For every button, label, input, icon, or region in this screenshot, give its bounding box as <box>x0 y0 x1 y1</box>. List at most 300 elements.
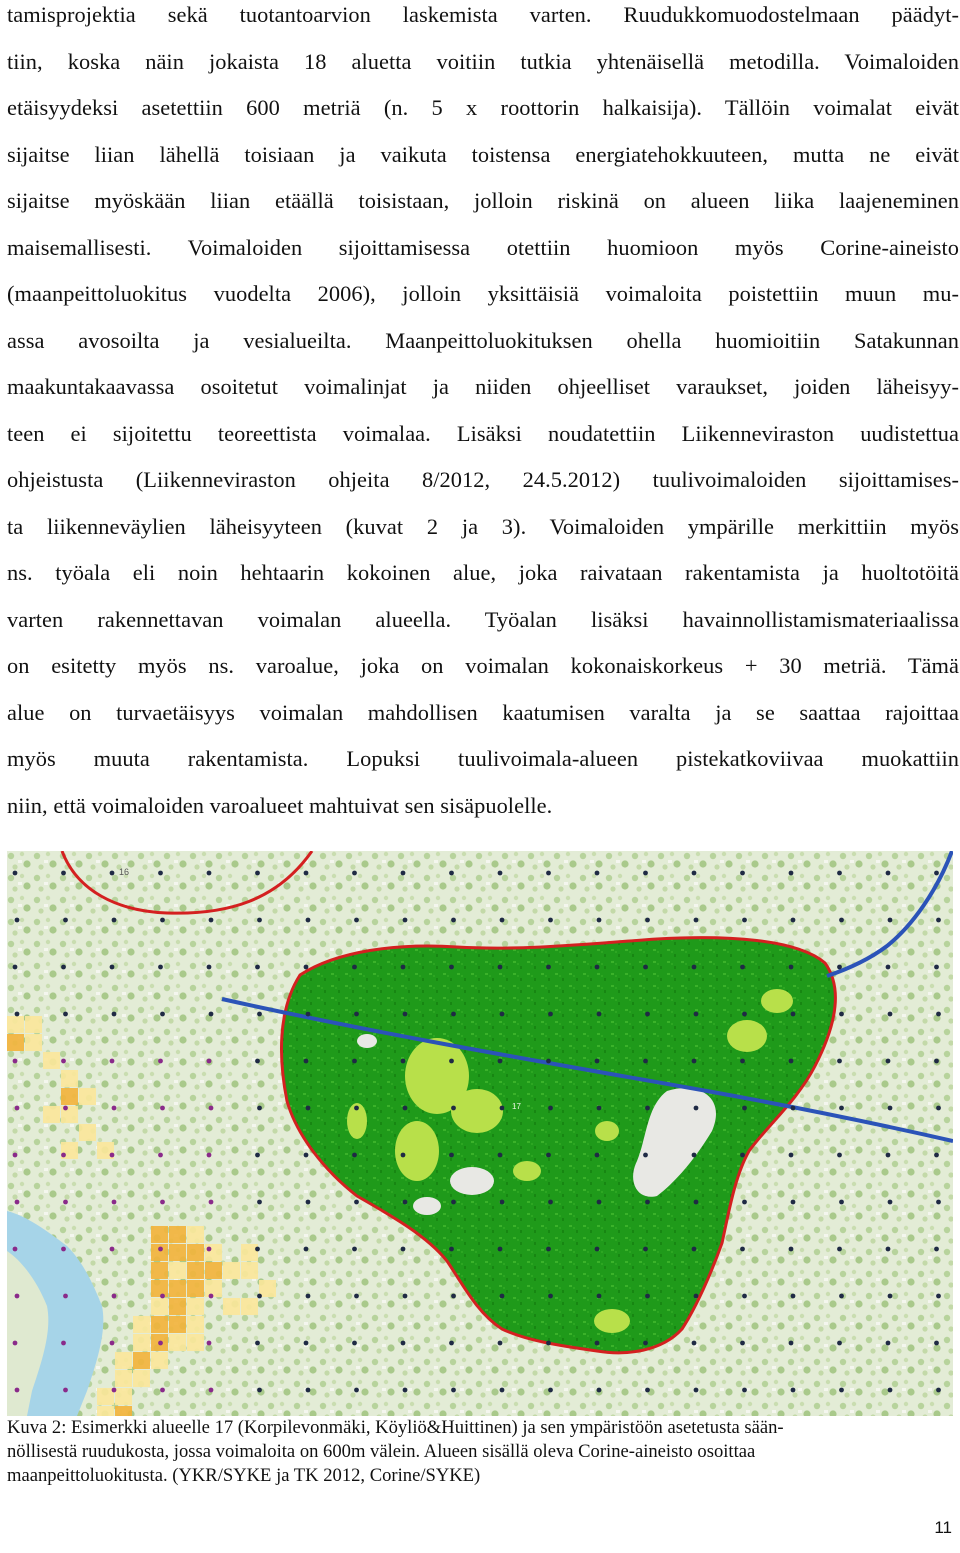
turbine-point <box>934 1153 939 1158</box>
grid-square <box>97 1406 114 1416</box>
turbine-point <box>498 1341 503 1346</box>
turbine-point <box>13 1059 18 1064</box>
turbine-point <box>936 1106 941 1111</box>
turbine-point <box>740 871 745 876</box>
turbine-point <box>597 1294 602 1299</box>
turbine-point <box>500 1388 505 1393</box>
grid-square <box>151 1226 168 1243</box>
turbine-point <box>548 1106 553 1111</box>
turbine-point <box>13 965 18 970</box>
grid-square <box>151 1352 168 1369</box>
turbine-point <box>451 1294 456 1299</box>
turbine-point <box>61 965 66 970</box>
turbine-point <box>61 1059 66 1064</box>
turbine-point <box>837 965 842 970</box>
turbine-point <box>63 1388 68 1393</box>
turbine-point <box>207 1153 212 1158</box>
turbine-point <box>352 1341 357 1346</box>
turbine-point <box>498 1059 503 1064</box>
turbine-point <box>110 1153 115 1158</box>
turbine-point <box>888 1200 893 1205</box>
turbine-point <box>112 918 117 923</box>
figure-caption <box>7 1416 957 1488</box>
turbine-point <box>936 1012 941 1017</box>
turbine-point <box>63 1294 68 1299</box>
turbine-point <box>692 1059 697 1064</box>
area-label-16: 16 <box>119 867 130 877</box>
turbine-point <box>306 1388 311 1393</box>
turbine-point <box>403 1106 408 1111</box>
turbine-point <box>643 1153 648 1158</box>
grid-square <box>115 1352 132 1369</box>
turbine-point <box>694 1012 699 1017</box>
turbine-point <box>791 1294 796 1299</box>
body-line: maisemallisesti. Voimaloiden sijoittamisessa otettiin huomioon myös Corine-aineisto <box>7 234 959 260</box>
turbine-point <box>886 871 891 876</box>
body-line: niin, että voimaloiden varoalueet mahtuivat sen sisäpuolelle. <box>7 792 553 818</box>
grid-square <box>169 1316 186 1333</box>
turbine-point <box>209 1200 214 1205</box>
turbine-point <box>304 871 309 876</box>
turbine-point <box>595 1059 600 1064</box>
grid-square <box>205 1262 222 1279</box>
turbine-point <box>207 1341 212 1346</box>
turbine-point <box>740 1247 745 1252</box>
turbine-point <box>886 1153 891 1158</box>
grid-square <box>43 1106 60 1123</box>
body-line: tamisprojektia sekä tuotantoarvion laskemista varten. Ruudukkomuodostelmaan päädyt- <box>7 2 959 27</box>
turbine-point <box>692 1341 697 1346</box>
turbine-point <box>597 1200 602 1205</box>
turbine-point <box>791 1012 796 1017</box>
turbine-point <box>742 1106 747 1111</box>
grid-square <box>169 1280 186 1297</box>
turbine-point <box>352 965 357 970</box>
grid-square <box>187 1316 204 1333</box>
turbine-point <box>595 965 600 970</box>
turbine-point <box>643 871 648 876</box>
turbine-point <box>694 1294 699 1299</box>
grid-square <box>151 1280 168 1297</box>
turbine-point <box>789 1341 794 1346</box>
turbine-point <box>110 871 115 876</box>
turbine-point <box>742 918 747 923</box>
turbine-point <box>694 918 699 923</box>
turbine-point <box>255 965 260 970</box>
turbine-point <box>15 1200 20 1205</box>
turbine-point <box>304 1247 309 1252</box>
turbine-point <box>498 871 503 876</box>
turbine-point <box>742 1200 747 1205</box>
grid-square <box>241 1298 258 1315</box>
turbine-point <box>645 918 650 923</box>
turbine-point <box>740 1059 745 1064</box>
turbine-point <box>63 1012 68 1017</box>
turbine-point <box>451 1200 456 1205</box>
turbine-point <box>548 1294 553 1299</box>
turbine-point <box>692 1153 697 1158</box>
grid-square <box>79 1124 96 1141</box>
turbine-point <box>112 1012 117 1017</box>
turbine-point <box>207 1059 212 1064</box>
grid-square <box>187 1244 204 1261</box>
turbine-point <box>160 1200 165 1205</box>
turbine-point <box>839 1012 844 1017</box>
body-line: ns. työala eli noin hehtaarin kokoinen alue, joka raivataan rakentamista ja huoltotöitä <box>7 560 959 585</box>
turbine-point <box>352 1059 357 1064</box>
turbine-point <box>837 1153 842 1158</box>
body-line: (maanpeittoluokitus vuodelta 2006), jolloin yksittäisiä voimaloita poistettiin muun mu- <box>7 281 959 306</box>
turbine-point <box>934 965 939 970</box>
turbine-point <box>789 1059 794 1064</box>
turbine-point <box>112 1200 117 1205</box>
grid-square <box>25 1016 42 1033</box>
grid-square <box>205 1280 222 1297</box>
turbine-point <box>886 1341 891 1346</box>
turbine-point <box>112 1294 117 1299</box>
turbine-point <box>645 1200 650 1205</box>
turbine-point <box>449 965 454 970</box>
grid-square <box>151 1298 168 1315</box>
turbine-point <box>886 1247 891 1252</box>
turbine-point <box>352 1247 357 1252</box>
turbine-point <box>645 1388 650 1393</box>
grid-square <box>61 1088 78 1105</box>
turbine-point <box>158 1341 163 1346</box>
turbine-point <box>449 1341 454 1346</box>
turbine-point <box>403 1012 408 1017</box>
grid-square <box>133 1334 150 1351</box>
turbine-point <box>255 1247 260 1252</box>
turbine-point <box>15 1106 20 1111</box>
turbine-point <box>837 871 842 876</box>
turbine-point <box>306 1294 311 1299</box>
turbine-point <box>692 871 697 876</box>
grid-square <box>187 1226 204 1243</box>
turbine-point <box>451 1106 456 1111</box>
turbine-point <box>257 1200 262 1205</box>
turbine-point <box>13 1341 18 1346</box>
turbine-point <box>839 1106 844 1111</box>
turbine-point <box>740 1153 745 1158</box>
grid-square <box>259 1280 276 1297</box>
grid-square <box>187 1334 204 1351</box>
turbine-point <box>158 965 163 970</box>
turbine-point <box>352 871 357 876</box>
grid-square <box>151 1262 168 1279</box>
turbine-point <box>595 871 600 876</box>
turbine-point <box>15 918 20 923</box>
turbine-point <box>740 965 745 970</box>
grid-square <box>43 1052 60 1069</box>
turbine-point <box>692 965 697 970</box>
turbine-point <box>500 1106 505 1111</box>
turbine-point <box>401 1059 406 1064</box>
turbine-point <box>13 871 18 876</box>
turbine-point <box>304 1153 309 1158</box>
turbine-point <box>791 1106 796 1111</box>
turbine-point <box>352 1153 357 1158</box>
turbine-point <box>158 1059 163 1064</box>
turbine-point <box>209 1106 214 1111</box>
page-number: 11 <box>934 1518 952 1537</box>
grid-square <box>169 1262 186 1279</box>
turbine-point <box>209 1294 214 1299</box>
turbine-point <box>449 1153 454 1158</box>
body-line: assa avosoilta ja vesialueilta. Maanpeittoluokituksen ohella huomioitiin Satakunnan <box>7 327 959 353</box>
turbine-point <box>936 1200 941 1205</box>
turbine-point <box>160 1294 165 1299</box>
turbine-point <box>694 1106 699 1111</box>
turbine-point <box>888 1106 893 1111</box>
turbine-point <box>740 1341 745 1346</box>
turbine-point <box>158 1247 163 1252</box>
turbine-point <box>354 918 359 923</box>
turbine-point <box>789 1153 794 1158</box>
turbine-point <box>354 1012 359 1017</box>
turbine-point <box>886 1059 891 1064</box>
turbine-point <box>306 1200 311 1205</box>
turbine-point <box>451 1012 456 1017</box>
turbine-point <box>694 1200 699 1205</box>
turbine-point <box>791 1200 796 1205</box>
body-line: varten rakennettavan voimalan alueella. Työalan lisäksi havainnollistamismateriaalissa <box>7 606 959 632</box>
turbine-point <box>789 965 794 970</box>
turbine-point <box>742 1388 747 1393</box>
turbine-point <box>255 1341 260 1346</box>
caption-line: nöllisestä ruudukosta, jossa voimaloita on 600m välein. Alueen sisällä oleva Corine-aineisto osoittaa <box>7 1441 756 1462</box>
body-line: etäisyydeksi asetettiin 600 metriä (n. 5 x roottorin halkaisija). Tällöin voimalat eivät <box>7 95 959 120</box>
grid-square <box>151 1316 168 1333</box>
grid-square <box>7 1016 24 1033</box>
body-line: teen ei sijoitettu teoreettista voimalaa. Lisäksi noudatettiin Liikenneviraston uudistettua <box>7 420 959 446</box>
turbine-point <box>401 1153 406 1158</box>
turbine-point <box>595 1341 600 1346</box>
body-line: tiin, koska näin jokaista 18 aluetta voitiin tutkia yhtenäisellä metodilla. Voimaloiden <box>7 48 959 74</box>
grid-square <box>115 1370 132 1387</box>
turbine-point <box>158 1153 163 1158</box>
turbine-point <box>306 1106 311 1111</box>
grid-square <box>205 1244 222 1261</box>
turbine-point <box>110 1341 115 1346</box>
turbine-point <box>306 1012 311 1017</box>
turbine-point <box>15 1012 20 1017</box>
turbine-point <box>742 1012 747 1017</box>
turbine-point <box>158 871 163 876</box>
grid-square <box>115 1406 132 1416</box>
turbine-point <box>936 1294 941 1299</box>
turbine-point <box>548 1388 553 1393</box>
turbine-point <box>934 1341 939 1346</box>
turbine-point <box>160 1388 165 1393</box>
grid-square <box>133 1316 150 1333</box>
turbine-point <box>401 1341 406 1346</box>
turbine-point <box>257 1012 262 1017</box>
grid-square <box>169 1298 186 1315</box>
turbine-point <box>500 1200 505 1205</box>
turbine-point <box>500 918 505 923</box>
turbine-point <box>595 1247 600 1252</box>
turbine-point <box>789 1247 794 1252</box>
turbine-point <box>255 871 260 876</box>
turbine-point <box>61 1153 66 1158</box>
body-line: myös muuta rakentamista. Lopuksi tuulivoimala-alueen pistekatkoviivaa muokattiin <box>7 746 959 771</box>
turbine-point <box>257 918 262 923</box>
body-line: maakuntakaavassa osoitetut voimalinjat ja niiden ohjeelliset varaukset, joiden läheisyy- <box>7 374 959 399</box>
grid-square <box>133 1352 150 1369</box>
turbine-point <box>304 1341 309 1346</box>
turbine-point <box>304 1059 309 1064</box>
turbine-point <box>643 965 648 970</box>
turbine-point <box>61 871 66 876</box>
turbine-point <box>694 1388 699 1393</box>
turbine-point <box>498 1153 503 1158</box>
turbine-point <box>934 1247 939 1252</box>
body-line: ohjeistusta (Liikenneviraston ohjeita 8/2012, 24.5.2012) tuulivoimaloiden sijoittamises- <box>7 467 959 492</box>
turbine-point <box>257 1106 262 1111</box>
turbine-point <box>61 1247 66 1252</box>
body-text <box>7 0 959 829</box>
grid-square <box>187 1298 204 1315</box>
grid-square <box>61 1070 78 1087</box>
turbine-point <box>451 1388 456 1393</box>
turbine-point <box>597 1106 602 1111</box>
turbine-point <box>13 1247 18 1252</box>
turbine-point <box>643 1059 648 1064</box>
turbine-point <box>403 1388 408 1393</box>
turbine-point <box>643 1247 648 1252</box>
turbine-point <box>643 1341 648 1346</box>
turbine-point <box>597 1388 602 1393</box>
grid-square <box>133 1370 150 1387</box>
turbine-point <box>498 965 503 970</box>
turbine-point <box>110 1059 115 1064</box>
turbine-point <box>839 1388 844 1393</box>
turbine-point <box>936 1388 941 1393</box>
turbine-point <box>934 871 939 876</box>
turbine-point <box>595 1153 600 1158</box>
turbine-point <box>839 918 844 923</box>
grid-square <box>241 1244 258 1261</box>
turbine-point <box>692 1247 697 1252</box>
turbine-point <box>546 1341 551 1346</box>
turbine-point <box>209 1012 214 1017</box>
grid-square <box>169 1244 186 1261</box>
turbine-point <box>401 1247 406 1252</box>
turbine-point <box>936 918 941 923</box>
grid-square <box>115 1388 132 1405</box>
turbine-point <box>112 1388 117 1393</box>
turbine-point <box>498 1247 503 1252</box>
turbine-point <box>61 1341 66 1346</box>
grid-square <box>25 1034 42 1051</box>
turbine-point <box>500 1294 505 1299</box>
turbine-point <box>15 1388 20 1393</box>
turbine-point <box>255 1059 260 1064</box>
body-line: sijaitse myöskään liian etäällä toisistaan, jolloin riskinä on alueen liika laajeneminen <box>7 188 959 213</box>
turbine-point <box>546 1059 551 1064</box>
turbine-point <box>886 965 891 970</box>
turbine-point <box>645 1106 650 1111</box>
turbine-point <box>548 1200 553 1205</box>
turbine-point <box>354 1388 359 1393</box>
turbine-point <box>645 1012 650 1017</box>
turbine-point <box>548 1012 553 1017</box>
grid-square <box>169 1226 186 1243</box>
turbine-point <box>839 1200 844 1205</box>
turbine-point <box>888 918 893 923</box>
turbine-point <box>934 1059 939 1064</box>
map-image <box>7 851 953 1416</box>
grid-square <box>241 1262 258 1279</box>
grid-square <box>169 1334 186 1351</box>
turbine-point <box>742 1294 747 1299</box>
turbine-point <box>403 1200 408 1205</box>
turbine-point <box>888 1012 893 1017</box>
body-line: alue on turvaetäisyys voimalan mahdollisen kaatumisen varalta ja se saattaa rajoittaa <box>7 699 959 725</box>
turbine-point <box>403 1294 408 1299</box>
turbine-point <box>255 1153 260 1158</box>
turbine-point <box>500 1012 505 1017</box>
turbine-point <box>354 1294 359 1299</box>
turbine-point <box>645 1294 650 1299</box>
turbine-point <box>160 1106 165 1111</box>
turbine-point <box>257 1294 262 1299</box>
turbine-point <box>546 1247 551 1252</box>
turbine-point <box>837 1059 842 1064</box>
turbine-point <box>63 1200 68 1205</box>
turbine-point <box>449 1059 454 1064</box>
grid-square <box>187 1262 204 1279</box>
turbine-point <box>110 1247 115 1252</box>
turbine-point <box>546 871 551 876</box>
turbine-point <box>791 918 796 923</box>
turbine-point <box>789 871 794 876</box>
turbine-point <box>449 1247 454 1252</box>
grid-square <box>223 1262 240 1279</box>
turbine-point <box>207 871 212 876</box>
turbine-point <box>207 965 212 970</box>
turbine-point <box>354 1200 359 1205</box>
turbine-point <box>63 1106 68 1111</box>
map-figure <box>7 851 953 1416</box>
turbine-point <box>791 1388 796 1393</box>
turbine-point <box>15 1294 20 1299</box>
turbine-point <box>839 1294 844 1299</box>
turbine-point <box>837 1341 842 1346</box>
grid-square <box>151 1244 168 1261</box>
turbine-point <box>597 1012 602 1017</box>
turbine-point <box>548 918 553 923</box>
turbine-point <box>160 1012 165 1017</box>
turbine-point <box>597 918 602 923</box>
turbine-point <box>209 918 214 923</box>
turbine-point <box>63 918 68 923</box>
body-line: ta liikenneväylien läheisyyteen (kuvat 2 ja 3). Voimaloiden ympärille merkittiin myös <box>7 513 959 539</box>
turbine-point <box>837 1247 842 1252</box>
turbine-point <box>112 1106 117 1111</box>
turbine-point <box>257 1388 262 1393</box>
turbine-point <box>401 871 406 876</box>
turbine-point <box>888 1388 893 1393</box>
turbine-point <box>449 871 454 876</box>
turbine-point <box>306 918 311 923</box>
turbine-point <box>451 918 456 923</box>
turbine-point <box>207 1247 212 1252</box>
turbine-point <box>354 1106 359 1111</box>
turbine-point <box>403 918 408 923</box>
turbine-point <box>888 1294 893 1299</box>
